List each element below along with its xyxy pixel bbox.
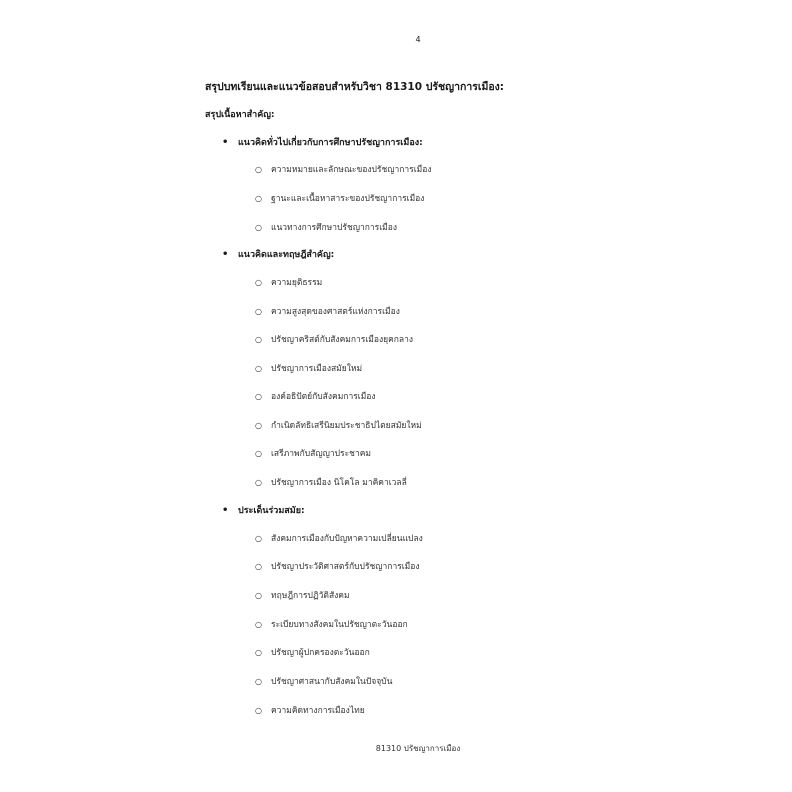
- list-item: [255, 220, 397, 234]
- list-item-text: ปรัชญาศาสนากับสังคมในปัจจุบัน: [271, 677, 393, 687]
- circle-bullet-icon: ○: [255, 307, 262, 316]
- list-item-text: ปรัชญาผู้ปกครองตะวันออก: [271, 648, 370, 658]
- list-item: [255, 446, 371, 460]
- bullet-icon: •: [222, 249, 229, 260]
- circle-bullet-icon: ○: [255, 534, 262, 543]
- list-item-text: ปรัชญาการเมืองสมัยใหม่: [271, 364, 363, 374]
- list-item: [255, 418, 422, 432]
- circle-bullet-icon: ○: [255, 648, 262, 657]
- section-heading: สรุปเนื้อหาสำคัญ:: [205, 110, 275, 120]
- circle-bullet-icon: ○: [255, 449, 262, 458]
- list-item: [255, 645, 370, 659]
- list-item: [255, 191, 424, 205]
- list-item: [255, 361, 362, 375]
- list-item-text: ความยุติธรรม: [271, 278, 323, 288]
- circle-bullet-icon: ○: [255, 620, 262, 629]
- list-item-text: เสรีภาพกับสัญญาประชาคม: [271, 449, 371, 459]
- list-item: [255, 703, 365, 717]
- topic-title: แนวคิดและทฤษฎีสำคัญ:: [238, 250, 335, 260]
- list-item-text: ความคิดทางการเมืองไทย: [271, 706, 365, 716]
- list-item-text: ปรัชญาประวัติศาสตร์กับปรัชญาการเมือง: [271, 562, 420, 572]
- list-item: [255, 332, 413, 346]
- circle-bullet-icon: ○: [255, 591, 262, 600]
- page-footer: 81310 ปรัชญาการเมือง: [375, 744, 461, 753]
- topic-heading: [222, 503, 305, 517]
- circle-bullet-icon: ○: [255, 364, 262, 373]
- list-item-text: องค์อธิปัตย์กับสังคมการเมือง: [271, 392, 376, 402]
- list-item-text: ทฤษฎีการปฏิวัติสังคม: [271, 591, 350, 601]
- list-item: [255, 162, 432, 176]
- circle-bullet-icon: ○: [255, 165, 262, 174]
- list-item-text: ความหมายและลักษณะของปรัชญาการเมือง: [271, 165, 432, 175]
- circle-bullet-icon: ○: [255, 194, 262, 203]
- list-item: [255, 389, 376, 403]
- circle-bullet-icon: ○: [255, 335, 262, 344]
- list-item: [255, 617, 408, 631]
- circle-bullet-icon: ○: [255, 706, 262, 715]
- list-item: [255, 588, 350, 602]
- list-item: [255, 559, 420, 573]
- bullet-icon: •: [222, 505, 229, 516]
- list-item: [255, 674, 392, 688]
- topic-title: ประเด็นร่วมสมัย:: [238, 506, 305, 516]
- page-number: 4: [415, 35, 421, 44]
- circle-bullet-icon: ○: [255, 562, 262, 571]
- list-item-text: ระเบียบทางสังคมในปรัชญาตะวันออก: [271, 620, 408, 630]
- list-item-text: กำเนิดลัทธิเสรีนิยมประชาธิปไตยสมัยใหม่: [271, 421, 422, 431]
- circle-bullet-icon: ○: [255, 677, 262, 686]
- bullet-icon: •: [222, 137, 229, 148]
- list-item-text: ความสูงสุดของศาสตร์แห่งการเมือง: [271, 307, 400, 317]
- list-item: [255, 531, 423, 545]
- circle-bullet-icon: ○: [255, 278, 262, 287]
- circle-bullet-icon: ○: [255, 392, 262, 401]
- list-item: [255, 275, 322, 289]
- document-title: สรุปบทเรียนและแนวข้อสอบสำหรับวิชา 81310 ปรัชญาการเมือง:: [205, 81, 505, 93]
- list-item: [255, 475, 407, 489]
- circle-bullet-icon: ○: [255, 223, 262, 232]
- circle-bullet-icon: ○: [255, 478, 262, 487]
- topic-heading: [222, 135, 423, 149]
- list-item: [255, 304, 400, 318]
- list-item-text: ปรัชญาการเมือง นิโคโล มาคิคาเวลลี่: [271, 478, 407, 488]
- list-item-text: สังคมการเมืองกับปัญหาความเปลี่ยนแปลง: [271, 534, 423, 544]
- list-item-text: แนวทางการศึกษาปรัชญาการเมือง: [271, 223, 397, 233]
- list-item-text: ฐานะและเนื้อหาสาระของปรัชญาการเมือง: [271, 194, 425, 204]
- circle-bullet-icon: ○: [255, 421, 262, 430]
- list-item-text: ปรัชญาคริสต์กับสังคมการเมืองยุคกลาง: [271, 335, 414, 345]
- topic-heading: [222, 247, 334, 261]
- topic-title: แนวคิดทั่วไปเกี่ยวกับการศึกษาปรัชญาการเมือง:: [238, 138, 423, 148]
